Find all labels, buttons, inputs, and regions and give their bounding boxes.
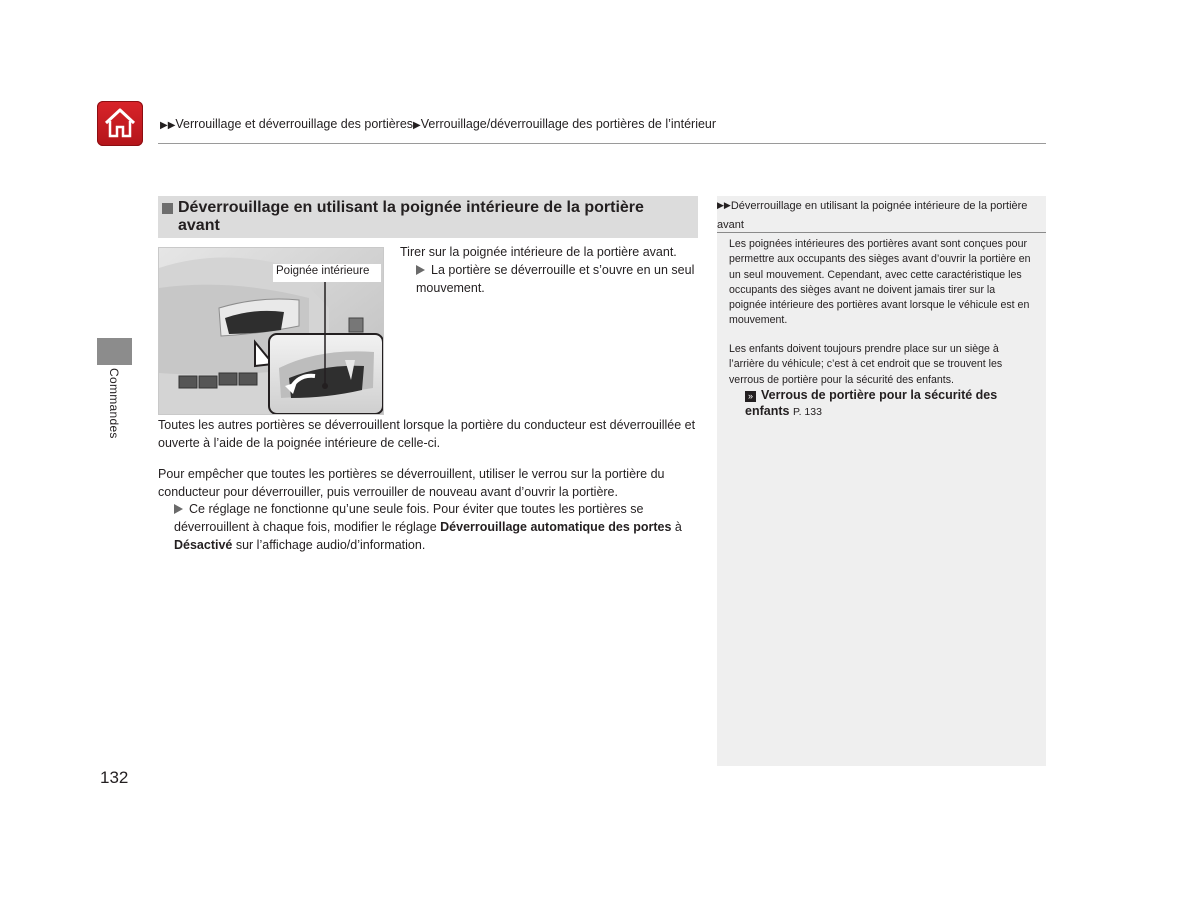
side-tab-label: Commandes [107,368,121,439]
home-button[interactable] [97,101,143,146]
section-heading-text: Déverrouillage en utilisant la poignée intérieure de la portière avant [178,199,644,234]
callout-label: Poignée intérieure [276,265,370,277]
side-note-paragraph-1: Les poignées intérieures des portières avant sont conçues pour permettre aux occupants des sièges avant d’ouvrir la portière en un seul mouvement. Cependant, avec cette caractéristique les occupants des sièges avant ne doivent jamais tirer sur la poignée intérieure des portières avant lorsque le véhicule est en mouvement. [729,238,1031,327]
cross-reference-link[interactable] [745,387,1035,420]
section-square-icon [162,203,173,214]
result-bullet-text: La portière se déverrouille et s’ouvre en un seul mouvement. [416,263,695,295]
breadcrumb-arrow-icon: ▶ [413,120,421,131]
setting-bullet-text-c: à [671,520,682,534]
setting-name: Déverrouillage automatique des portes [440,520,672,534]
side-note-title [717,196,1046,233]
section-heading [158,196,698,238]
breadcrumb-arrow-icon: ▶▶ [160,120,176,131]
cross-reference-icon: » [745,391,756,402]
cross-reference-page: P. 133 [792,406,822,418]
header-divider [158,143,1046,144]
home-icon [103,106,137,140]
breadcrumb [160,117,716,131]
paragraph-prevent-unlock: Pour empêcher que toutes les portières se déverrouillent, utiliser le verrou sur la portière du conducteur pour déverrouiller, puis verrouiller de nouveau avant d’ouvrir la portière. [158,467,665,499]
instruction-text: Tirer sur la poignée intérieure de la portière avant. [400,245,677,259]
setting-bullet-text-a: Ce réglage ne fonctionne qu’une seule fois. Pour éviter que toutes les portières se déverrouillent à chaque fois, modifier le réglage [174,502,644,534]
setting-bullet [174,500,699,554]
bullet-triangle-icon [174,504,183,514]
setting-bullet-text-e: sur l’affichage audio/d’information. [232,538,426,552]
door-handle-illustration [158,247,384,415]
cross-reference-label: Verrous de portière pour la sécurité des enfants [745,388,998,418]
bullet-triangle-icon [416,265,425,275]
side-tab-marker[interactable] [97,338,132,365]
side-note-paragraph-2: Les enfants doivent toujours prendre place sur un siège à l’arrière du véhicule; c’est à cet endroit que se trouvent les verrous de portière pour la sécurité des enfants. [729,343,1003,386]
breadcrumb-current: Verrouillage/déverrouillage des portières de l’intérieur [420,117,717,131]
paragraph-all-doors: Toutes les autres portières se déverrouillent lorsque la portière du conducteur est déverrouillée et ouverte à l’aide de la poignée intérieure de celle-ci. [158,418,696,450]
note-marker-icon: ▶▶ [717,200,731,210]
breadcrumb-link-1[interactable]: Verrouillage et déverrouillage des portières [175,117,414,131]
setting-value: Désactivé [174,538,233,552]
page-number: 132 [100,768,129,787]
result-bullet [416,261,696,297]
side-note-title-text: Déverrouillage en utilisant la poignée intérieure de la portière avant [717,200,1028,231]
